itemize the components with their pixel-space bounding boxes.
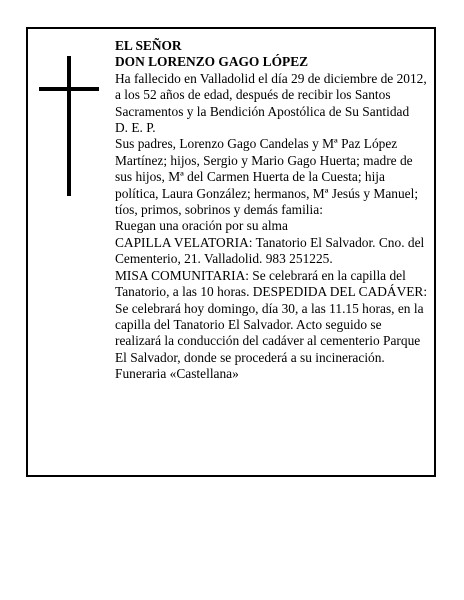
funeral-home: Funeraria «Castellana» bbox=[115, 366, 239, 382]
dep-line: D. E. P. bbox=[115, 120, 156, 136]
heading: EL SEÑOR bbox=[115, 38, 182, 53]
chapel-info: CAPILLA VELATORIA: Tanatorio El Salvador. Cno. del Cementerio, 21. Valladolid. 983 251225. bbox=[115, 234, 425, 267]
prayer-request: Ruegan una oración por su alma bbox=[115, 218, 288, 234]
obituary-text bbox=[115, 38, 428, 383]
cross-icon-bar bbox=[39, 87, 99, 91]
deceased-name: DON LORENZO GAGO LÓPEZ bbox=[115, 54, 309, 70]
mass-info: MISA COMUNITARIA: Se celebrará en la capilla del Tanatorio, a las 10 horas. DESPEDIDA DEL CADÁVER: Se celebrará hoy domingo, día 30, a las 11.15 horas, en la capilla del Tanatorio El Salvador. Acto seguido se realizará la conducción del cadáver al cementerio Parque El Salvador, donde se procederá a su incineración. bbox=[115, 267, 428, 365]
obituary-notice bbox=[26, 27, 436, 477]
family-list: Sus padres, Lorenzo Gago Candelas y Mª Paz López Martínez; hijos, Sergio y Mario Gago Huerta; madre de sus hijos, Mª del Carmen Huerta de la Cuesta; hija política, Laura González; hermanos, Mª Jesús y Manuel; tíos, primos, sobrinos y demás familia: bbox=[115, 136, 419, 218]
announcement: Ha fallecido en Valladolid el día 29 de diciembre de 2012, a los 52 años de edad, después de recibir los Santos Sacramentos y la Bendición Apostólica de Su Santidad bbox=[115, 70, 427, 119]
cross-icon bbox=[67, 56, 71, 196]
